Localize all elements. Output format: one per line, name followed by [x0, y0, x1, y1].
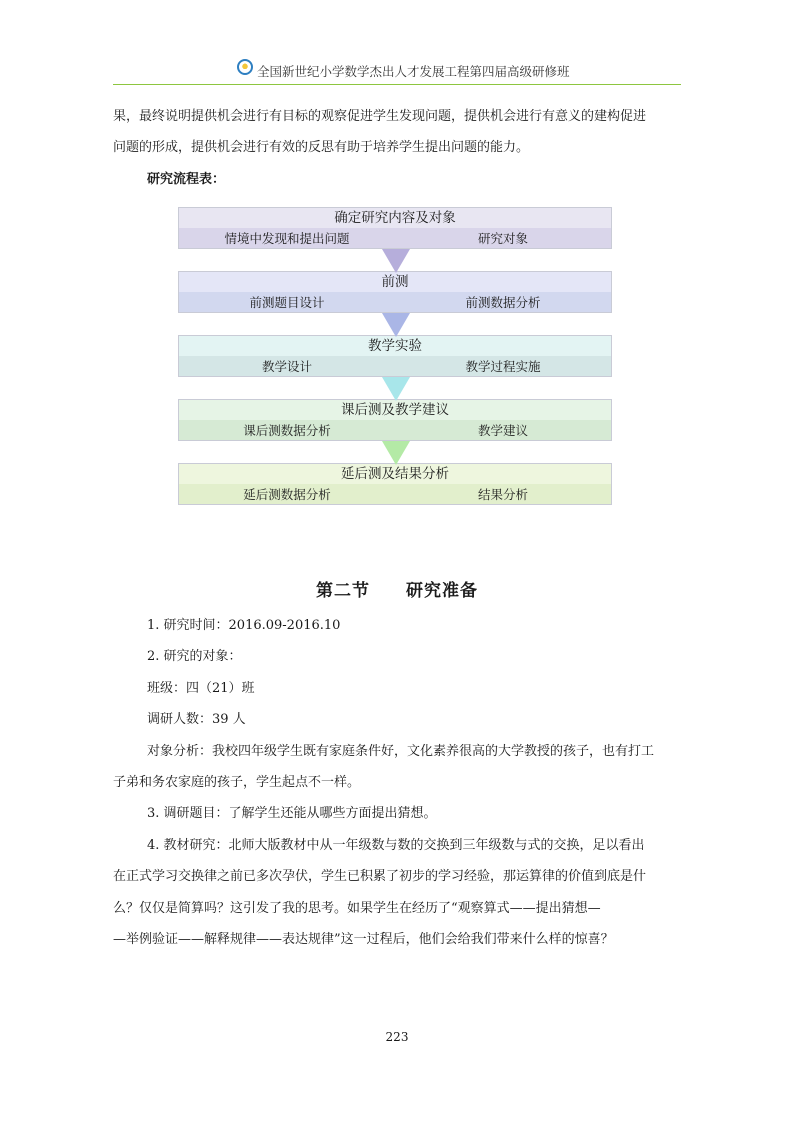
flow-label: 研究流程表： [147, 172, 226, 187]
down-arrow-icon [382, 249, 410, 273]
body-item-4-line-4: —举例验证——解释规律——表达规律”这一过程后，他们会给我们带来什么样的惊喜？ [113, 932, 614, 947]
logo-icon [237, 59, 253, 75]
intro-line-2: 问题的形成，提供机会进行有效的反思有助于培养学生提出问题的能力。 [113, 140, 530, 155]
flow-step-title: 课后测及教学建议 [178, 399, 612, 420]
flow-step-details [178, 228, 612, 249]
down-arrow-icon [382, 377, 410, 401]
flow-step-left: 情境中发现和提出问题 [224, 231, 350, 246]
section-title: 第二节 研究准备 [316, 581, 478, 601]
flow-step [178, 207, 612, 249]
page-number: 223 [385, 1030, 409, 1044]
flow-step-left: 课后测数据分析 [243, 423, 331, 438]
header-title: 全国新世纪小学数学杰出人才发展工程第四届高级研修班 [257, 64, 570, 79]
page-header [113, 58, 681, 85]
flow-step-title: 前测 [178, 271, 612, 292]
flow-step-right: 研究对象 [477, 231, 528, 246]
down-arrow-icon [382, 313, 410, 337]
body-count: 调研人数：39 人 [147, 712, 246, 727]
flow-step-left: 教学设计 [261, 359, 312, 374]
down-arrow-icon [382, 441, 410, 465]
intro-line-1: 果，最终说明提供机会进行有目标的观察促进学生发现问题，提供机会进行有意义的建构促进 [113, 109, 647, 124]
flow-step-left: 前测题目设计 [249, 295, 325, 310]
body-analysis-line-1: 对象分析：我校四年级学生既有家庭条件好，文化素养很高的大学教授的孩子，也有打工 [147, 744, 655, 759]
body-item-1: 1. 研究时间：2016.09-2016.10 [147, 618, 341, 633]
flow-step [178, 463, 612, 505]
flow-step-details [178, 292, 612, 313]
flow-step-details [178, 356, 612, 377]
body-item-2: 2. 研究的对象： [147, 649, 242, 664]
body-analysis-line-2: 子弟和务农家庭的孩子，学生起点不一样。 [113, 775, 361, 790]
flow-step-details [178, 420, 612, 441]
body-item-3: 3. 调研题目：了解学生还能从哪些方面提出猜想。 [147, 806, 437, 821]
flow-step-right: 教学过程实施 [465, 359, 541, 374]
flow-step [178, 271, 612, 313]
body-class: 班级：四（21）班 [147, 681, 255, 696]
flow-step-details [178, 484, 612, 505]
flow-step-left: 延后测数据分析 [243, 487, 331, 502]
flow-step-title: 教学实验 [178, 335, 612, 356]
flow-step-right: 前测数据分析 [465, 295, 541, 310]
flow-step [178, 335, 612, 377]
flow-step-title: 确定研究内容及对象 [178, 207, 612, 228]
flow-step-right: 教学建议 [477, 423, 528, 438]
body-item-4-line-2: 在正式学习交换律之前已多次孕伏，学生已积累了初步的学习经验，那运算律的价值到底是什 [113, 869, 647, 884]
flow-step-title: 延后测及结果分析 [178, 463, 612, 484]
flow-step-right: 结果分析 [477, 487, 528, 502]
body-item-4-line-3: 么？仅仅是简算吗？这引发了我的思考。如果学生在经历了“观察算式——提出猜想— [113, 901, 601, 916]
body-item-4-line-1: 4. 教材研究：北师大版教材中从一年级数与数的交换到三年级数与式的交换，足以看出 [147, 838, 645, 853]
flow-step [178, 399, 612, 441]
